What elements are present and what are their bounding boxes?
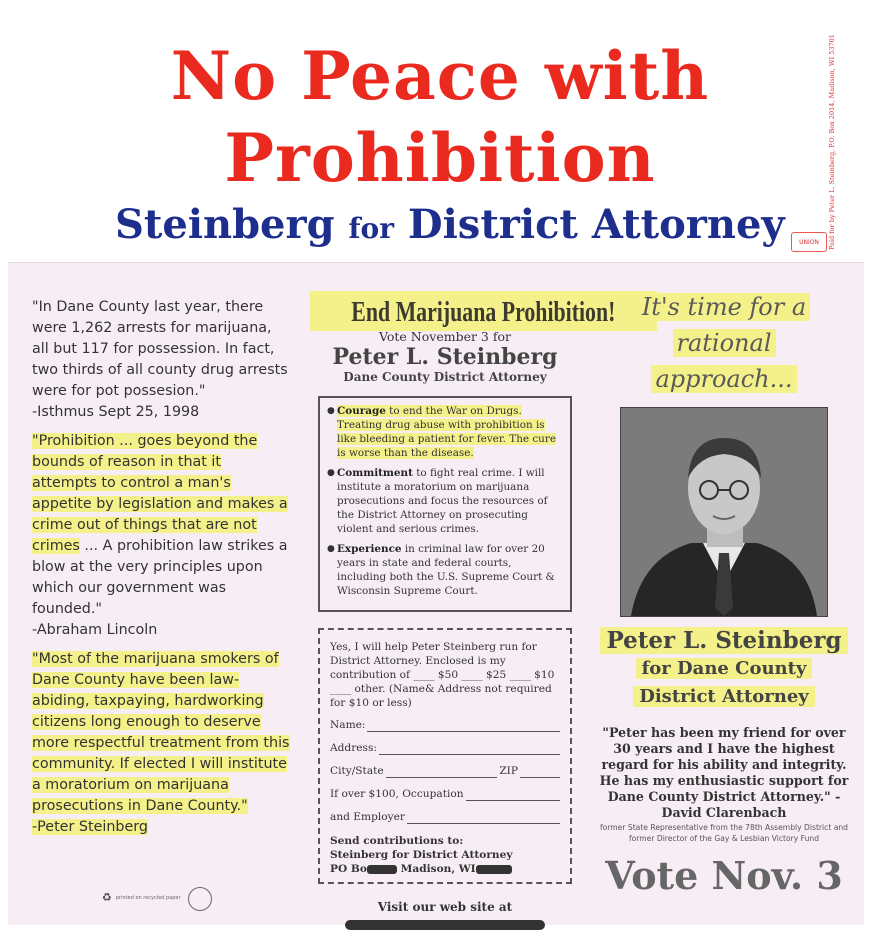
address-label: Address: <box>330 742 377 754</box>
endorsement-note: former State Representative from the 78th Assembly District and former Director of the Gay & Lesbian Victory Fund <box>599 823 849 843</box>
left-panel <box>32 297 290 846</box>
mid-candidate-office: Dane County District Attorney <box>343 370 547 384</box>
quote-lincoln-attribution: -Abraham Lincoln <box>32 622 158 638</box>
recycled-label: printed on recycled paper <box>115 894 181 901</box>
occupation-field[interactable] <box>330 787 560 801</box>
visit-web-label: Visit our web site at <box>377 900 513 914</box>
subhead-for: for <box>348 212 394 245</box>
quote-isthmus-text: "In Dane County last year, there were 1,262 arrests for marijuana, all but 117 for possession. In fact, two thirds of all county drug arrests were for pot possesion." <box>32 299 288 399</box>
occupation-label: If over $100, Occupation <box>330 788 464 800</box>
union-bug-logo <box>791 232 827 252</box>
po-city: Madison, WI <box>400 863 476 875</box>
tagline-line-2: rational <box>673 329 776 357</box>
zip-label: ZIP <box>499 765 518 777</box>
headline-line-2: Prohibition <box>224 119 656 197</box>
name-label: Name: <box>330 719 366 731</box>
vote-line: Vote November 3 for <box>379 329 511 344</box>
po-prefix: PO Bo <box>330 863 367 875</box>
bullet-courage-text: to end the War on Drugs. Treating drug abuse with prohibition is like bleeding a patient for fever. The cure is worse than the disease. <box>337 405 556 459</box>
right-county-text: for Dane County <box>636 658 813 679</box>
bullet-experience <box>328 542 562 598</box>
website-url-redacted <box>345 920 545 930</box>
headline-line-1: No Peace with <box>170 37 710 115</box>
right-county <box>593 655 855 683</box>
candidate-portrait-image <box>621 408 827 616</box>
employer-field[interactable] <box>330 810 560 824</box>
quote-steinberg-attribution <box>32 817 290 838</box>
middle-panel <box>310 291 616 930</box>
recycle-icon: ♻ <box>102 891 112 904</box>
union-bug-label: UNION <box>799 238 819 246</box>
quote-lincoln-rest: ... A prohibition law strikes a blow at the very principles upon which our government was founded." <box>32 538 288 617</box>
subhead-name: Steinberg <box>115 201 335 248</box>
quote-steinberg-text: "Most of the marijuana smokers of Dane County have been law-abiding, taxpaying, hardworking citizens long enough to deserve more respectful treatment from this community. If elected I will institute a moratorium on marijuana prosecutions in Dane County." <box>32 651 290 814</box>
bullet-experience-text: in criminal law for over 20 years in state and federal courts, including both the U.S. Supreme Court & Wisconsin Supreme Court. <box>337 543 555 597</box>
quote-lincoln <box>32 431 290 641</box>
bullet-courage <box>328 404 562 460</box>
bullet-commitment <box>328 466 562 536</box>
address-field[interactable] <box>330 741 560 755</box>
right-office <box>593 683 855 711</box>
recycled-note <box>102 891 181 904</box>
printer-seal-icon <box>188 887 212 911</box>
quote-steinberg-attribution-text: -Peter Steinberg <box>32 819 148 835</box>
bullet-commitment-head: Commitment <box>337 467 413 479</box>
tagline <box>593 289 855 397</box>
candidate-photo <box>620 407 828 617</box>
right-panel <box>593 289 855 898</box>
vote-date: Vote Nov. 3 <box>605 853 843 898</box>
quote-steinberg <box>32 649 290 838</box>
send-label: Send contributions to: <box>330 835 464 847</box>
endorsement-quote: "Peter has been my friend for over 30 years and I have the highest regard for his ability and integrity. He has my enthusiastic support for Dane County District Attorney." -David Clarenbach <box>599 725 849 820</box>
subhead-office: District Attorney <box>407 201 785 248</box>
mid-candidate-name: Peter L. Steinberg <box>332 344 558 370</box>
platform-bullets <box>318 396 572 612</box>
bullet-commitment-text: to fight real crime. I will institute a moratorium on marijuana prosecutions and focus the resources of the District Attorney on prosecuting violent and serious crimes. <box>337 467 548 535</box>
contribution-form <box>318 628 572 884</box>
city-zip-field[interactable] <box>330 764 560 778</box>
tagline-line-1: It's time for a <box>638 293 810 321</box>
name-field[interactable] <box>330 718 560 732</box>
bullet-courage-head: Courage <box>337 405 386 417</box>
quote-isthmus <box>32 297 290 423</box>
right-candidate-name-text: Peter L. Steinberg <box>600 627 847 654</box>
paid-for-disclaimer: Paid for by Peter L. Steinberg, P.O. Box 2014, Madison, WI 53701 <box>828 34 836 250</box>
right-candidate-name <box>593 627 855 655</box>
po-redaction <box>367 865 397 874</box>
tagline-line-3: approach... <box>651 365 796 393</box>
subhead <box>115 200 785 254</box>
quote-lincoln-highlight: "Prohibition ... goes beyond the bounds of reason in that it attempts to control a man's appetite by legislation and makes a crime out of things that are not crimes <box>32 433 288 554</box>
banner <box>0 0 880 262</box>
send-to: Steinberg for District Attorney <box>330 849 513 861</box>
right-office-text: District Attorney <box>633 686 815 707</box>
send-po <box>330 862 560 876</box>
quote-isthmus-attribution: -Isthmus Sept 25, 1998 <box>32 404 200 420</box>
form-intro: Yes, I will help Peter Steinberg run for District Attorney. Enclosed is my contribution of ____ $50 ____ $25 ____ $10 ____ other. (Name& Address not required for $10 or less) <box>330 641 555 709</box>
brochure <box>8 262 864 925</box>
city-label: City/State <box>330 765 384 777</box>
zip-redaction <box>476 865 512 874</box>
mid-title: End Marijuana Prohibition! <box>351 297 616 328</box>
employer-label: and Employer <box>330 811 405 823</box>
bullet-experience-head: Experience <box>337 543 402 555</box>
